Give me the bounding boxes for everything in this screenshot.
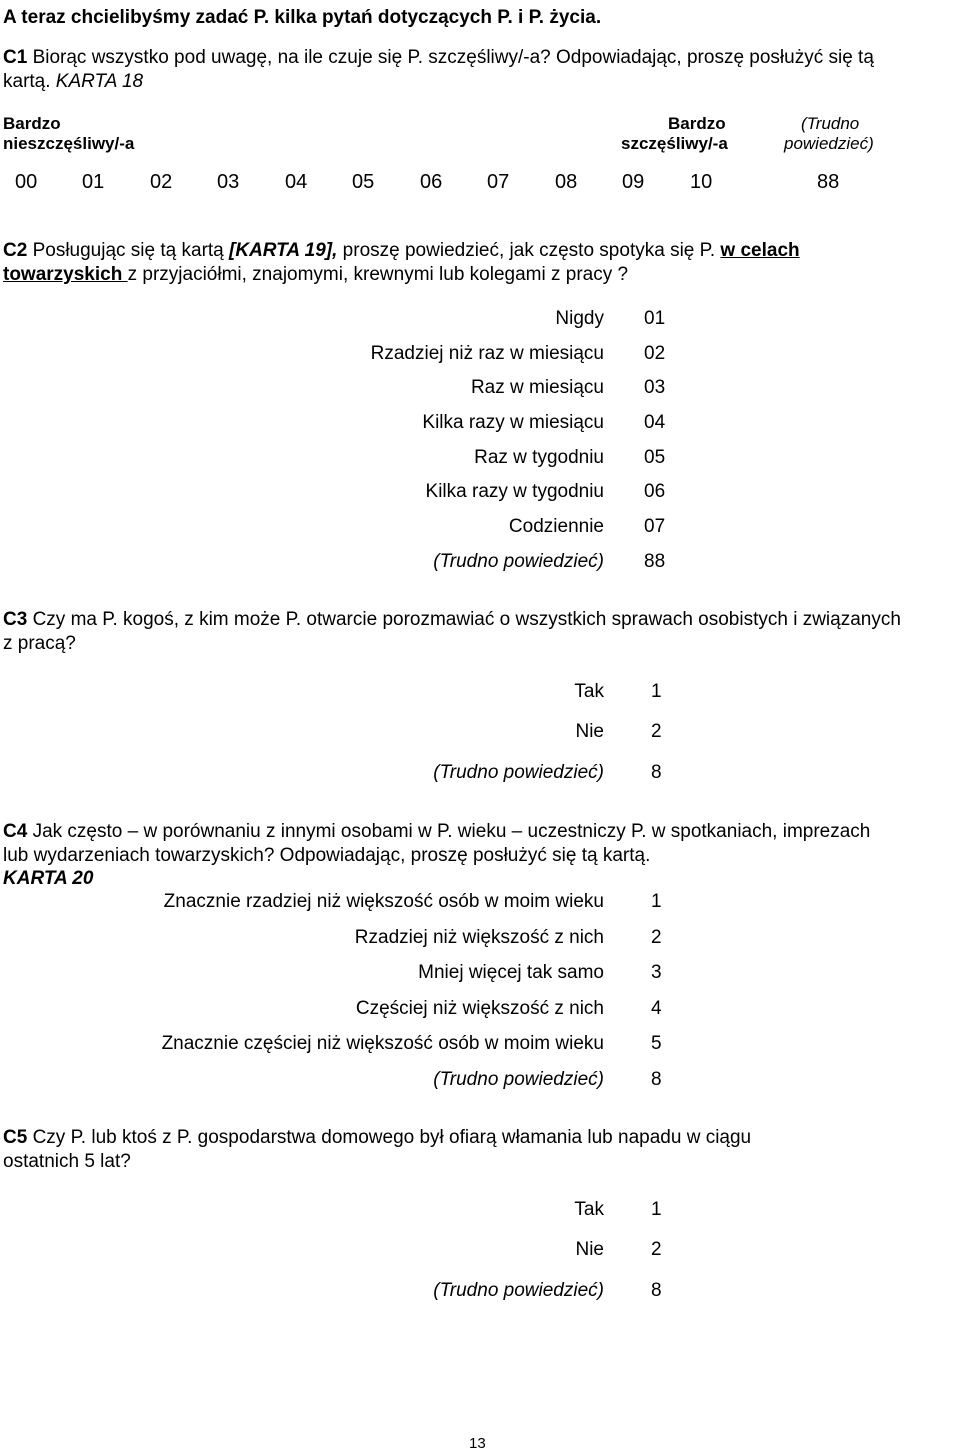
- answer-code: 1: [651, 891, 662, 912]
- answer-label: Znacznie częściej niż większość osób w moim wieku: [161, 1033, 604, 1054]
- scale-value: 01: [82, 171, 105, 193]
- answer-code: 05: [644, 447, 666, 468]
- question-code: C1: [3, 47, 28, 68]
- question-code: C2: [3, 240, 28, 261]
- scale-dk-code: 88: [817, 171, 840, 193]
- scale-left-label-2: nieszczęśliwy/-a: [3, 134, 135, 153]
- question-c5-line1: [3, 1127, 751, 1149]
- answer-label: Raz w tygodniu: [474, 447, 604, 468]
- scale-value: 02: [150, 171, 173, 193]
- answer-label: Nie: [575, 721, 604, 742]
- answer-code: 8: [651, 1069, 662, 1090]
- answer-label: Częściej niż większość z nich: [355, 998, 604, 1019]
- answer-code: 01: [644, 308, 666, 329]
- scale-dk-label-1: (Trudno: [801, 114, 860, 133]
- question-text: Czy P. lub ktoś z P. gospodarstwa domowego był ofiarą włamania lub napadu w ciągu: [27, 1127, 752, 1148]
- scale-value: 04: [285, 171, 308, 193]
- answer-label: (Trudno powiedzieć): [433, 551, 604, 572]
- scale-value: 06: [420, 171, 443, 193]
- answer-code: 4: [651, 998, 662, 1019]
- answer-label: Nigdy: [555, 308, 604, 329]
- section-intro: A teraz chcielibyśmy zadać P. kilka pytań dotyczących P. i P. życia.: [3, 7, 602, 28]
- answer-code: 04: [644, 412, 666, 433]
- answer-label: Tak: [574, 1199, 604, 1220]
- answer-code: 5: [651, 1033, 662, 1054]
- answer-code: 07: [644, 516, 666, 537]
- scale-dk-label-2: powiedzieć): [784, 134, 874, 153]
- scale-value: 00: [15, 171, 38, 193]
- card-reference: KARTA 20: [3, 868, 94, 889]
- question-c5-line2: [3, 1151, 131, 1173]
- question-code: C4: [3, 821, 28, 842]
- question-text: ostatnich 5 lat?: [3, 1151, 131, 1172]
- question-text: Posługując się tą kartą: [27, 240, 230, 261]
- answer-label: Nie: [575, 1239, 604, 1260]
- answer-label: Mniej więcej tak samo: [418, 962, 604, 983]
- answer-code: 06: [644, 481, 666, 502]
- emphasis: towarzyskich: [3, 264, 128, 285]
- answer-label: (Trudno powiedzieć): [433, 762, 604, 783]
- answer-label: Rzadziej niż raz w miesiącu: [370, 343, 604, 364]
- question-c2-line2: [3, 264, 628, 286]
- answer-code: 1: [651, 681, 662, 702]
- answer-code: 03: [644, 377, 666, 398]
- question-c4-line2: [3, 845, 650, 867]
- question-text: z pracą?: [3, 633, 76, 654]
- answer-label: (Trudno powiedzieć): [433, 1280, 604, 1301]
- scale-value: 09: [622, 171, 645, 193]
- answer-label: Znacznie rzadziej niż większość osób w moim wieku: [163, 891, 604, 912]
- answer-code: 2: [651, 1239, 662, 1260]
- answer-label: Raz w miesiącu: [470, 377, 604, 398]
- scale-value: 03: [217, 171, 240, 193]
- scale-value: 08: [555, 171, 578, 193]
- answer-code: 88: [644, 551, 666, 572]
- answer-code: 8: [651, 762, 662, 783]
- answer-label: Codziennie: [508, 516, 604, 537]
- question-c3-line1: [3, 609, 901, 631]
- scale-value: 10: [690, 171, 713, 193]
- question-text: Biorąc wszystko pod uwagę, na ile czuje się P. szczęśliwy/-a? Odpowiadając, proszę posłużyć się tą: [27, 47, 874, 68]
- answer-label: (Trudno powiedzieć): [433, 1069, 604, 1090]
- scale-left-label-1: Bardzo: [3, 114, 61, 133]
- answer-label: Kilka razy w tygodniu: [425, 481, 604, 502]
- answer-code: 8: [651, 1280, 662, 1301]
- answer-label: Kilka razy w miesiącu: [422, 412, 604, 433]
- question-code: C5: [3, 1127, 28, 1148]
- question-text: proszę powiedzieć, jak często spotyka się P.: [337, 240, 721, 261]
- question-text: Jak często – w porównaniu z innymi osobami w P. wieku – uczestniczy P. w spotkaniach, imprezach: [27, 821, 871, 842]
- question-text: Czy ma P. kogoś, z kim może P. otwarcie porozmawiać o wszystkich sprawach osobistych i związanych: [27, 609, 901, 630]
- page-number: 13: [469, 1435, 486, 1452]
- card-reference: KARTA 18: [50, 71, 144, 92]
- scale-right-label-1: Bardzo: [668, 114, 726, 133]
- question-text: kartą.: [3, 71, 51, 92]
- answer-code: 2: [651, 927, 662, 948]
- scale-right-label-2: szczęśliwy/-a: [621, 134, 728, 153]
- question-c2-line1: [3, 240, 800, 262]
- question-text: lub wydarzeniach towarzyskich? Odpowiadając, proszę posłużyć się tą kartą.: [3, 845, 651, 866]
- answer-code: 2: [651, 721, 662, 742]
- answer-code: 02: [644, 343, 666, 364]
- answer-code: 3: [651, 962, 662, 983]
- scale-value: 07: [487, 171, 510, 193]
- question-text: z przyjaciółmi, znajomymi, krewnymi lub kolegami z pracy ?: [127, 264, 629, 285]
- answer-label: Rzadziej niż większość z nich: [354, 927, 604, 948]
- question-c3-line2: [3, 633, 76, 655]
- question-c4-line1: [3, 821, 870, 843]
- question-c1-line1: [3, 47, 874, 69]
- card-reference: [KARTA 19],: [229, 240, 338, 261]
- emphasis: w celach: [720, 240, 800, 261]
- answer-label: Tak: [574, 681, 604, 702]
- scale-value: 05: [352, 171, 375, 193]
- answer-code: 1: [651, 1199, 662, 1220]
- question-c1-line2: [3, 71, 143, 93]
- question-code: C3: [3, 609, 28, 630]
